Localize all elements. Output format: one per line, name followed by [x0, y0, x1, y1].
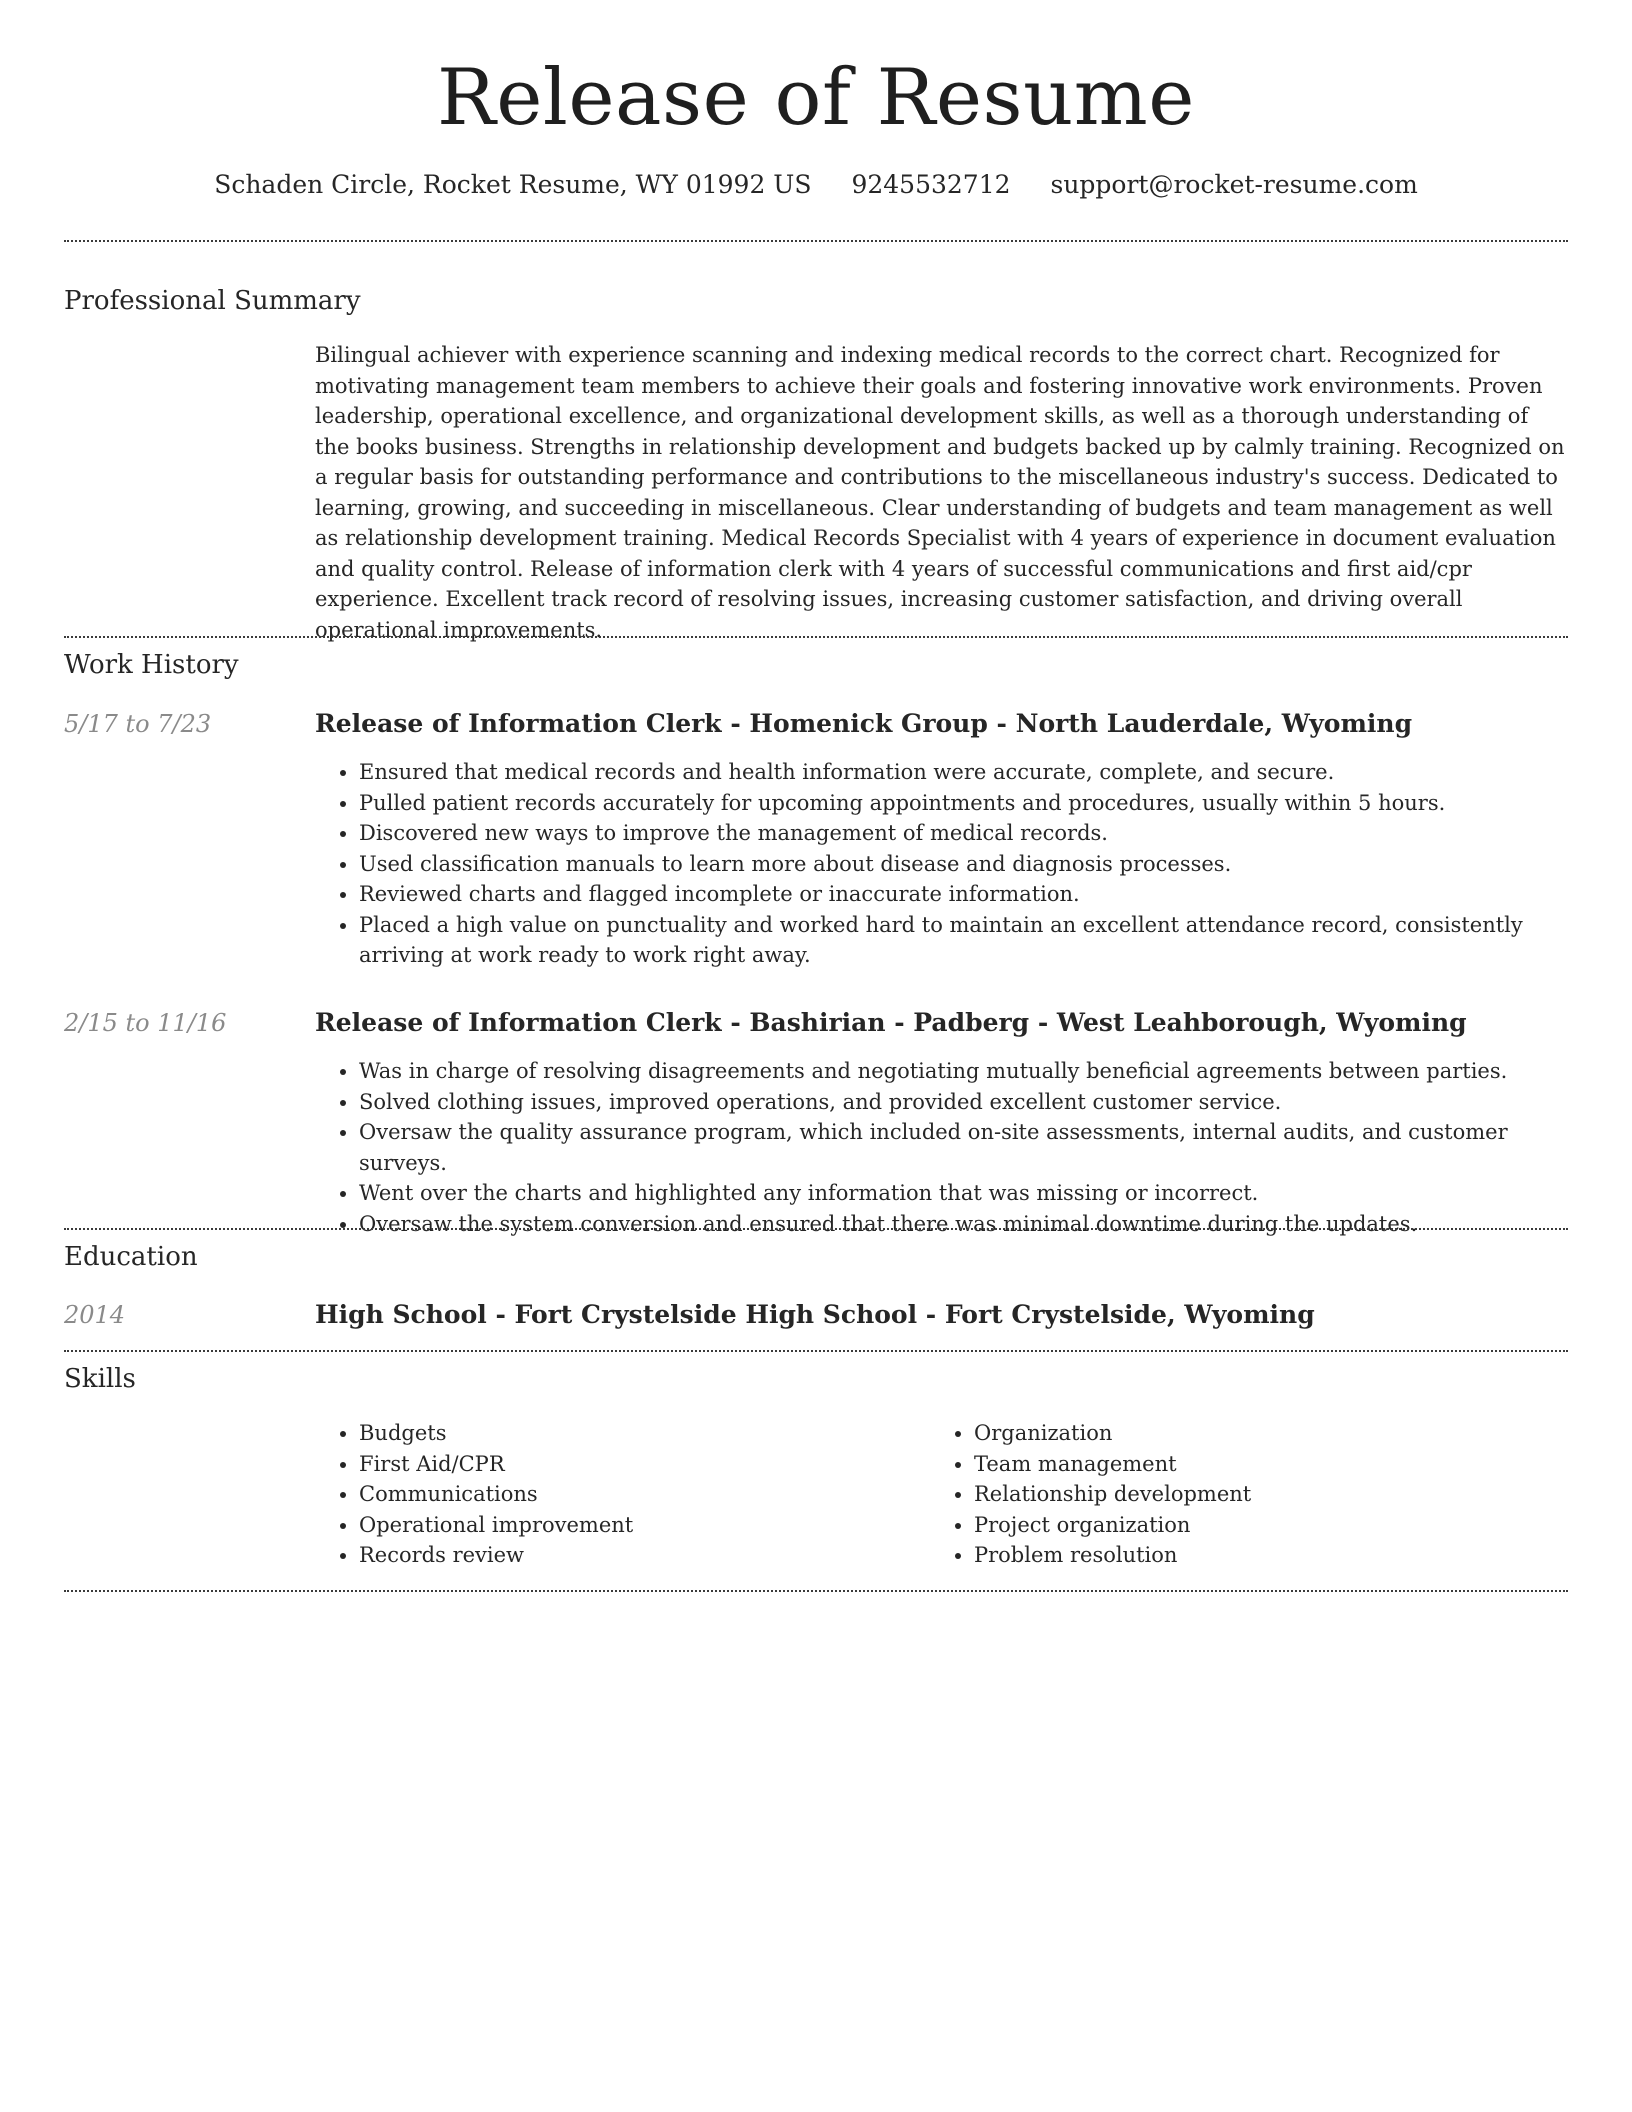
section-title-summary: Professional Summary [64, 286, 361, 316]
skill-item: • Operational improvement [359, 1510, 929, 1541]
job-bullet: • Oversaw the system conversion and ensured that there was minimal downtime during the updates. [359, 1209, 1568, 1240]
job-heading: Release of Information Clerk - Bashirian - Padberg - West Leahborough, Wyoming [315, 1008, 1467, 1037]
contact-address: Schaden Circle, Rocket Resume, WY 01992 US [214, 170, 812, 199]
summary-text: Bilingual achiever with experience scanning and indexing medical records to the correct chart. Recognized for motivating management team members to achieve their goals and fostering innovative work environments. Proven leadership, operational excellence, and organizational development skills, as well as a thorough understanding of the books business. Strengths in relationship development and budgets backed up by calmly training. Recognized on a regular basis for outstanding performance and contributions to the miscellaneous industry's success. Dedicated to learning, growing, and succeeding in miscellaneous. Clear understanding of budgets and team management as well as relationship development training. Medical Records Specialist with 4 years of experience in document evaluation and quality control. Release of information clerk with 4 years of successful communications and first aid/cpr experience. Excellent track record of resolving issues, increasing customer satisfaction, and driving overall operational improvements. [315, 343, 1565, 642]
skill-item: • Communications [359, 1479, 929, 1510]
contact-email: support@rocket-resume.com [1050, 170, 1418, 199]
resume-name: Release of Resume [437, 53, 1195, 143]
skill-item: • Relationship development [974, 1479, 1574, 1510]
skill-item: • Budgets [359, 1418, 929, 1449]
skill-item: • Problem resolution [974, 1540, 1574, 1571]
education-entry [315, 1298, 1568, 1332]
job-bullets [315, 757, 1568, 971]
section-title-education: Education [64, 1242, 198, 1272]
skill-item: • Project organization [974, 1510, 1574, 1541]
job-bullet: • Went over the charts and highlighted any information that was missing or incorrect. [359, 1178, 1568, 1209]
job-bullet: • Discovered new ways to improve the management of medical records. [359, 818, 1568, 849]
section-title-work: Work History [64, 650, 239, 680]
job-dates: 2/15 to 11/16 [64, 1009, 227, 1037]
contact-phone: 9245532712 [851, 170, 1011, 199]
job-bullet: • Solved clothing issues, improved operations, and provided excellent customer service. [359, 1087, 1568, 1118]
divider-work [64, 1228, 1568, 1230]
job-entry [315, 1006, 1568, 1239]
job-dates: 5/17 to 7/23 [64, 710, 212, 738]
divider-summary [64, 636, 1568, 638]
job-bullet: • Was in charge of resolving disagreements and negotiating mutually beneficial agreements between parties. [359, 1056, 1568, 1087]
job-entry [315, 707, 1568, 971]
resume-page [64, 0, 1568, 1567]
job-bullet: • Ensured that medical records and health information were accurate, complete, and secure. [359, 757, 1568, 788]
job-heading: Release of Information Clerk - Homenick Group - North Lauderdale, Wyoming [315, 709, 1413, 738]
skills-list-left [315, 1418, 929, 1571]
skill-item: • Records review [359, 1540, 929, 1571]
job-bullet: • Placed a high value on punctuality and worked hard to maintain an excellent attendance record, consistently arriving at work ready to work right away. [359, 910, 1568, 971]
job-bullet: • Used classification manuals to learn more about disease and diagnosis processes. [359, 849, 1568, 880]
section-title-skills: Skills [64, 1364, 136, 1394]
skill-item: • First Aid/CPR [359, 1449, 929, 1480]
summary-content [315, 340, 1568, 645]
divider-header [64, 240, 1568, 242]
job-bullets [315, 1056, 1568, 1239]
education-year: 2014 [64, 1301, 126, 1329]
job-bullet: • Pulled patient records accurately for upcoming appointments and procedures, usually within 5 hours. [359, 788, 1568, 819]
job-bullet: • Oversaw the quality assurance program, which included on-site assessments, internal audits, and customer surveys. [359, 1117, 1568, 1178]
skill-item: • Organization [974, 1418, 1574, 1449]
divider-skills [64, 1590, 1568, 1592]
divider-education [64, 1350, 1568, 1352]
education-heading: High School - Fort Crystelside High School - Fort Crystelside, Wyoming [315, 1300, 1315, 1329]
contact-line [64, 168, 1568, 202]
job-bullet: • Reviewed charts and flagged incomplete or inaccurate information. [359, 879, 1568, 910]
skills-list-right [930, 1418, 1574, 1571]
skill-item: • Team management [974, 1449, 1574, 1480]
